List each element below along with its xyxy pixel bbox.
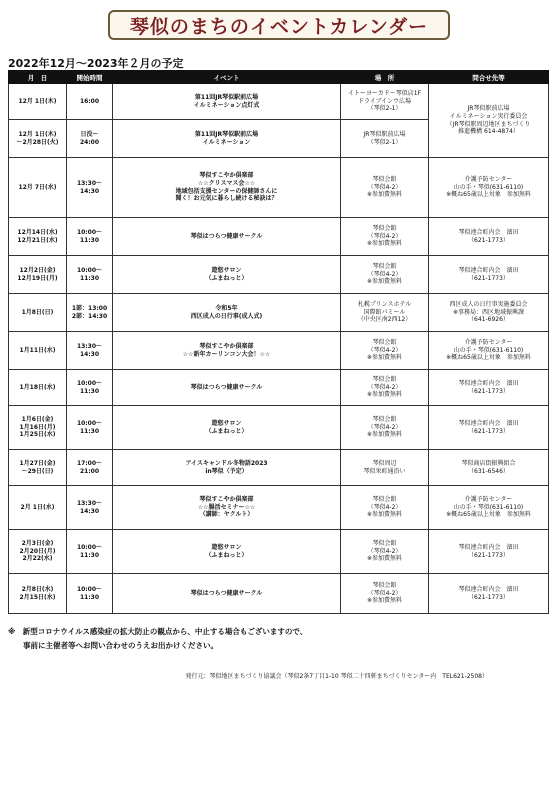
event-title: 琴似すこやか倶楽部 ☆☆新年カーリンコン大会！☆☆ xyxy=(113,332,341,370)
event-title: 第11回JR琴似駅前広場 イルミネーション点灯式 xyxy=(113,84,341,120)
event-title: 第11回JR琴似駅前広場 イルミネーション xyxy=(113,120,341,158)
event-date: 1月27日(金) ～29日(日) xyxy=(9,450,67,486)
event-title: 琴似はつらつ健康サークル xyxy=(113,574,341,614)
event-date: 12月2日(金) 12月19日(月) xyxy=(9,256,67,294)
event-date: 12月14日(水) 12月21日(水) xyxy=(9,218,67,256)
event-place: 札幌プリンスホテル 国際館パミール （中央区南2西12） xyxy=(341,294,429,332)
event-time: 10:00～ 11:30 xyxy=(67,370,113,406)
event-date: 2月 1日(水) xyxy=(9,486,67,530)
event-place: JR琴似駅前広場 （琴似2-1） xyxy=(341,120,429,158)
event-date: 1月11日(水) xyxy=(9,332,67,370)
event-time: 10:00～ 11:30 xyxy=(67,256,113,294)
table-row xyxy=(9,158,549,218)
event-place: 琴似会館 （琴似4-2） ※参加費無料 xyxy=(341,218,429,256)
event-place: 琴似会館 （琴似4-2） ※参加費無料 xyxy=(341,406,429,450)
event-calendar-table xyxy=(8,70,549,614)
event-time: 13:30～ 14:30 xyxy=(67,158,113,218)
event-contact: 琴似連合町内会 濱田 （621-1773） xyxy=(429,370,549,406)
event-title: 遊悠サロン （ふまねっと） xyxy=(113,406,341,450)
table-row xyxy=(9,84,549,120)
event-title: アイスキャンドル冬物語2023 in琴似（予定） xyxy=(113,450,341,486)
event-place: 琴似会館 （琴似4-2） ※参加費無料 xyxy=(341,158,429,218)
publisher-footer: 発行元：琴似地区まちづくり協議会（琴似2条7丁目1-10 琴似二十四軒まちづくりセンター内 TEL621-2508） xyxy=(185,673,488,680)
event-time: 16:00 xyxy=(67,84,113,120)
table-row xyxy=(9,294,549,332)
event-date: 2月8日(水) 2月15日(水) xyxy=(9,574,67,614)
event-place: 琴似会館 （琴似4-2） ※参加費無料 xyxy=(341,370,429,406)
column-header-time: 開始時間 xyxy=(67,71,113,84)
event-contact: 琴似連合町内会 濱田 （621-1773） xyxy=(429,218,549,256)
event-place: 琴似会館 （琴似4-2） ※参加費無料 xyxy=(341,256,429,294)
event-contact: 琴似連合町内会 濱田 （621-1773） xyxy=(429,256,549,294)
event-place: 琴似会館 （琴似4-2） ※参加費無料 xyxy=(341,486,429,530)
event-time: 1部：13:00 2部：14:30 xyxy=(67,294,113,332)
table-row xyxy=(9,450,549,486)
event-time: 17:00～ 21:00 xyxy=(67,450,113,486)
event-contact: 介護予防センター 山の手・琴似(631-6110) ※概ね65歳以上対象 参加無料 xyxy=(429,158,549,218)
event-contact: 琴似連合町内会 濱田 （621-1773） xyxy=(429,530,549,574)
event-contact: JR琴似駅前広場 イルミネーション実行委員会 （JR琴似駅周辺地区まちづくり 推進機構 614-4874） xyxy=(429,84,549,158)
event-place: 琴似会館 （琴似4-2） ※参加費無料 xyxy=(341,574,429,614)
event-contact: 琴似商店街振興組合 （631-6546） xyxy=(429,450,549,486)
event-date: 1月8日(日) xyxy=(9,294,67,332)
event-title: 遊悠サロン （ふまねっと） xyxy=(113,256,341,294)
event-contact: 琴似連合町内会 濱田 （621-1773） xyxy=(429,406,549,450)
event-date: 12月 1日(木) xyxy=(9,84,67,120)
event-place: 琴似会館 （琴似4-2） ※参加費無料 xyxy=(341,530,429,574)
table-row xyxy=(9,332,549,370)
covid-notice: ※ 新型コロナウイルス感染症の拡大防止の観点から、中止する場合もございますので、 事前に主催者等へお問い合わせのうえお出かけください。 xyxy=(8,627,308,651)
column-header-date: 月 日 xyxy=(9,71,67,84)
table-header-row xyxy=(9,71,549,84)
event-place: 琴似周辺 琴似栄町通沿い xyxy=(341,450,429,486)
event-date: 1月18日(水) xyxy=(9,370,67,406)
event-time: 日没～ 24:00 xyxy=(67,120,113,158)
event-title: 琴似はつらつ健康サークル xyxy=(113,370,341,406)
event-contact: 琴似連合町内会 濱田 （621-1773） xyxy=(429,574,549,614)
schedule-period: 2022年12月～2023年２月の予定 xyxy=(8,57,184,70)
table-row xyxy=(9,486,549,530)
event-contact: 西区成人の日行事実施委員会 ※事務局：西区地域振興課 （641-6926） xyxy=(429,294,549,332)
event-title: 琴似はつらつ健康サークル xyxy=(113,218,341,256)
title-banner xyxy=(108,10,450,40)
event-time: 10:00～ 11:30 xyxy=(67,574,113,614)
column-header-event: イベント xyxy=(113,71,341,84)
column-header-place: 場 所 xyxy=(341,71,429,84)
event-title: 琴似すこやか倶楽部 ☆☆クリスマス会☆☆ 地域包括支援センターの保健師さんに 聞く！お元気に暮らし続ける秘訣は？ xyxy=(113,158,341,218)
page-title: 琴似のまちのイベントカレンダー xyxy=(129,15,429,38)
event-date: 12月 1日(木) ～2月28日(火) xyxy=(9,120,67,158)
table-row xyxy=(9,574,549,614)
event-time: 10:00～ 11:30 xyxy=(67,218,113,256)
table-row xyxy=(9,256,549,294)
event-title: 琴似すこやか倶楽部 ☆☆腸活セミナー☆☆ （講師：ヤクルト） xyxy=(113,486,341,530)
event-time: 10:00～ 11:30 xyxy=(67,530,113,574)
event-date: 1月6日(金) 1月16日(月) 1月25日(水) xyxy=(9,406,67,450)
table-row xyxy=(9,530,549,574)
column-header-contact: 問合せ先等 xyxy=(429,71,549,84)
event-date: 2月3日(金) 2月20日(月) 2月22(水) xyxy=(9,530,67,574)
event-place: イトーヨーカドー琴似店1F ドライブインウ広場 （琴似2-1） xyxy=(341,84,429,120)
event-title: 令和5年 西区成人の日行事(成人式) xyxy=(113,294,341,332)
event-time: 13:30～ 14:30 xyxy=(67,486,113,530)
event-contact: 介護予防センター 山の手・琴似(631-6110) ※概ね65歳以上対象 参加無料 xyxy=(429,332,549,370)
event-time: 13:30～ 14:30 xyxy=(67,332,113,370)
event-time: 10:00～ 11:30 xyxy=(67,406,113,450)
event-contact: 介護予防センター 山の手・琴似(631-6110) ※概ね65歳以上対象 参加無料 xyxy=(429,486,549,530)
event-place: 琴似会館 （琴似4-2） ※参加費無料 xyxy=(341,332,429,370)
table-row xyxy=(9,370,549,406)
event-date: 12月 7日(水) xyxy=(9,158,67,218)
event-title: 遊悠サロン （ふまねっと） xyxy=(113,530,341,574)
table-row xyxy=(9,218,549,256)
table-row xyxy=(9,406,549,450)
